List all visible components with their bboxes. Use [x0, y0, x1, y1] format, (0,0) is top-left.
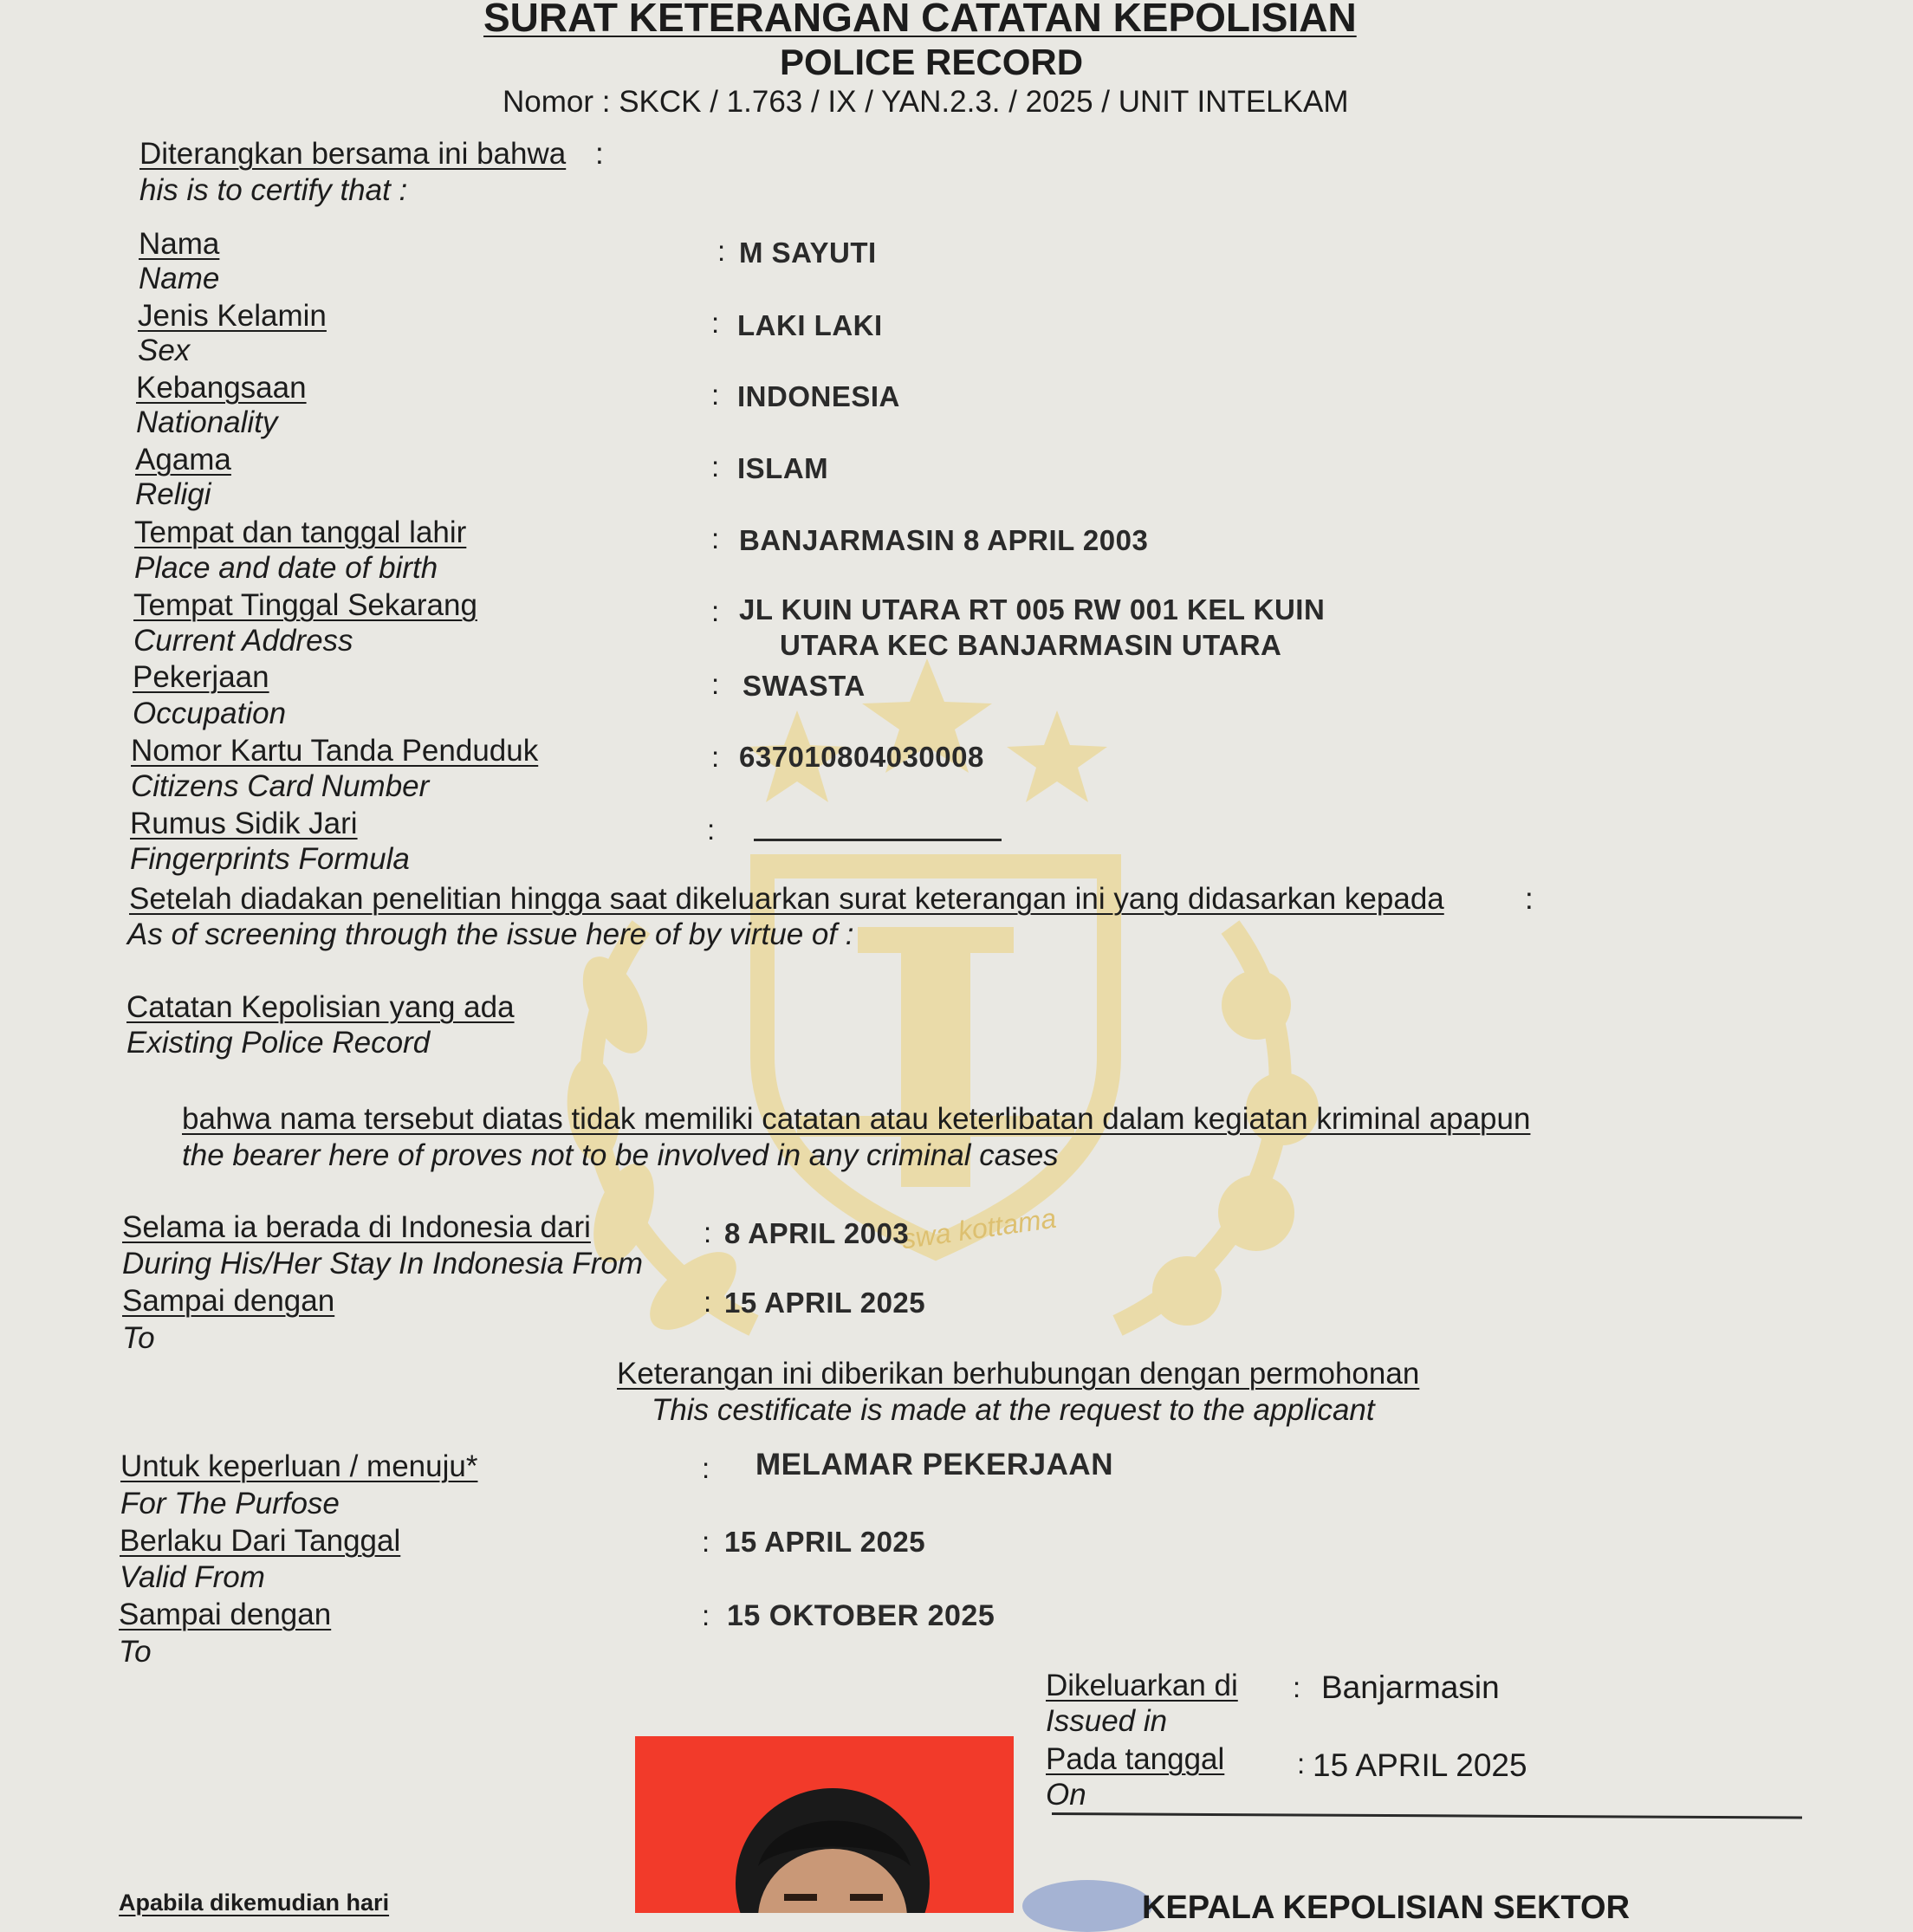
valid-from-value: 15 APRIL 2025	[724, 1526, 926, 1558]
field-label-religion-en: Religi	[135, 477, 211, 511]
signatory-title: KEPALA KEPOLISIAN SEKTOR	[1142, 1890, 1631, 1926]
fingerprint-blank-line	[754, 839, 1002, 841]
field-label-nationality-en: Nationality	[136, 405, 278, 439]
document-number: Nomor : SKCK / 1.763 / IX / YAN.2.3. / 2025 / UNIT INTELKAM	[503, 85, 1349, 119]
field-label-name: Nama	[139, 227, 220, 261]
field-label-address-en: Current Address	[133, 624, 353, 658]
field-colon: :	[707, 814, 716, 846]
issued-in-value: Banjarmasin	[1321, 1669, 1500, 1705]
field-value-nationality: INDONESIA	[737, 380, 900, 412]
purpose-en: For The Purfose	[120, 1487, 340, 1520]
field-label-fingerprint-en: Fingerprints Formula	[130, 842, 410, 876]
screening-en: As of screening through the issue here of by virtue of :	[127, 917, 854, 951]
valid-to-en: To	[119, 1635, 152, 1669]
field-label-occupation-en: Occupation	[133, 697, 287, 730]
field-colon: :	[704, 1286, 712, 1318]
valid-to-id: Sampai dengan	[119, 1598, 332, 1631]
field-label-birth: Tempat dan tanggal lahir	[134, 515, 467, 549]
field-colon: :	[702, 1599, 710, 1631]
field-colon: :	[1293, 1671, 1301, 1703]
stay-from-value: 8 APRIL 2003	[724, 1217, 910, 1249]
field-label-nationality: Kebangsaan	[136, 371, 307, 405]
field-label-name-en: Name	[139, 262, 220, 295]
field-colon: :	[702, 1526, 710, 1558]
field-value-id-card: 637010804030008	[739, 741, 984, 773]
field-colon: :	[711, 379, 720, 411]
screening-id: Setelah diadakan penelitian hingga saat dikeluarkan surat keterangan ini yang didasarkan kepada	[129, 882, 1444, 916]
applicant-photo	[635, 1736, 1014, 1913]
statement-en: the bearer here of proves not to be involved in any criminal cases	[182, 1138, 1059, 1172]
valid-from-en: Valid From	[120, 1560, 265, 1594]
stay-to-en: To	[122, 1321, 155, 1355]
document-title: SURAT KETERANGAN CATATAN KEPOLISIAN	[483, 0, 1357, 40]
field-label-id-card-en: Citizens Card Number	[131, 769, 430, 803]
field-label-sex: Jenis Kelamin	[138, 299, 327, 333]
stay-to-value: 15 APRIL 2025	[724, 1287, 926, 1319]
field-value-name: M SAYUTI	[739, 237, 877, 269]
field-colon: :	[704, 1216, 712, 1248]
record-id: Catatan Kepolisian yang ada	[126, 990, 515, 1024]
field-value-religion: ISLAM	[737, 452, 829, 484]
valid-from-id: Berlaku Dari Tanggal	[120, 1524, 401, 1558]
request-en: This cestificate is made at the request to the applicant	[652, 1393, 1375, 1427]
issued-in-id: Dikeluarkan di	[1046, 1669, 1238, 1702]
field-colon: :	[702, 1452, 710, 1484]
intro-id: Diterangkan bersama ini bahwa	[139, 137, 567, 171]
field-colon: :	[1297, 1747, 1306, 1780]
field-value-birth: BANJARMASIN 8 APRIL 2003	[739, 524, 1149, 556]
issued-in-en: Issued in	[1046, 1704, 1168, 1738]
stay-from-id: Selama ia berada di Indonesia dari	[122, 1210, 591, 1244]
field-colon: :	[711, 522, 720, 554]
issued-on-id: Pada tanggal	[1046, 1742, 1225, 1776]
footer-note: Apabila dikemudian hari	[119, 1890, 390, 1916]
field-label-id-card: Nomor Kartu Tanda Penduduk	[131, 734, 539, 768]
issued-on-en: On	[1046, 1778, 1086, 1812]
field-colon: :	[711, 595, 720, 627]
field-label-sex-en: Sex	[138, 334, 191, 367]
record-en: Existing Police Record	[126, 1026, 431, 1060]
field-label-birth-en: Place and date of birth	[134, 551, 438, 585]
signature-line	[1052, 1812, 1802, 1819]
document-subtitle: POLICE RECORD	[780, 42, 1084, 82]
field-colon: :	[717, 235, 726, 267]
field-colon: :	[711, 451, 720, 483]
purpose-value: MELAMAR PEKERJAAN	[755, 1448, 1113, 1481]
field-label-occupation: Pekerjaan	[133, 660, 269, 694]
field-colon: :	[711, 741, 720, 773]
field-colon: :	[711, 668, 720, 700]
stamp-mark	[1022, 1880, 1152, 1932]
screening-colon: :	[1525, 882, 1534, 916]
intro-en: his is to certify that :	[139, 173, 408, 207]
request-id: Keterangan ini diberikan berhubungan dengan permohonan	[617, 1357, 1420, 1391]
field-value-occupation: SWASTA	[743, 670, 866, 702]
field-value-sex: LAKI LAKI	[737, 309, 883, 341]
field-label-fingerprint: Rumus Sidik Jari	[130, 807, 358, 840]
field-colon: :	[711, 307, 720, 339]
stay-to-id: Sampai dengan	[122, 1284, 335, 1318]
valid-to-value: 15 OKTOBER 2025	[727, 1599, 995, 1632]
watermark-text: swa kottama	[899, 1202, 1059, 1255]
field-label-religion: Agama	[135, 443, 231, 477]
statement-id: bahwa nama tersebut diatas tidak memiliki catatan atau keterlibatan dalam kegiatan kriminal apapun	[182, 1102, 1531, 1136]
field-label-address: Tempat Tinggal Sekarang	[133, 588, 477, 622]
field-value-address-line2: UTARA KEC BANJARMASIN UTARA	[780, 629, 1282, 661]
field-value-address-line1: JL KUIN UTARA RT 005 RW 001 KEL KUIN	[739, 593, 1326, 626]
stay-from-en: During His/Her Stay In Indonesia From	[122, 1247, 644, 1280]
intro-colon: :	[595, 137, 604, 171]
issued-on-value: 15 APRIL 2025	[1313, 1747, 1527, 1783]
purpose-id: Untuk keperluan / menuju*	[120, 1449, 478, 1483]
applicant-portrait	[635, 1736, 1014, 1913]
